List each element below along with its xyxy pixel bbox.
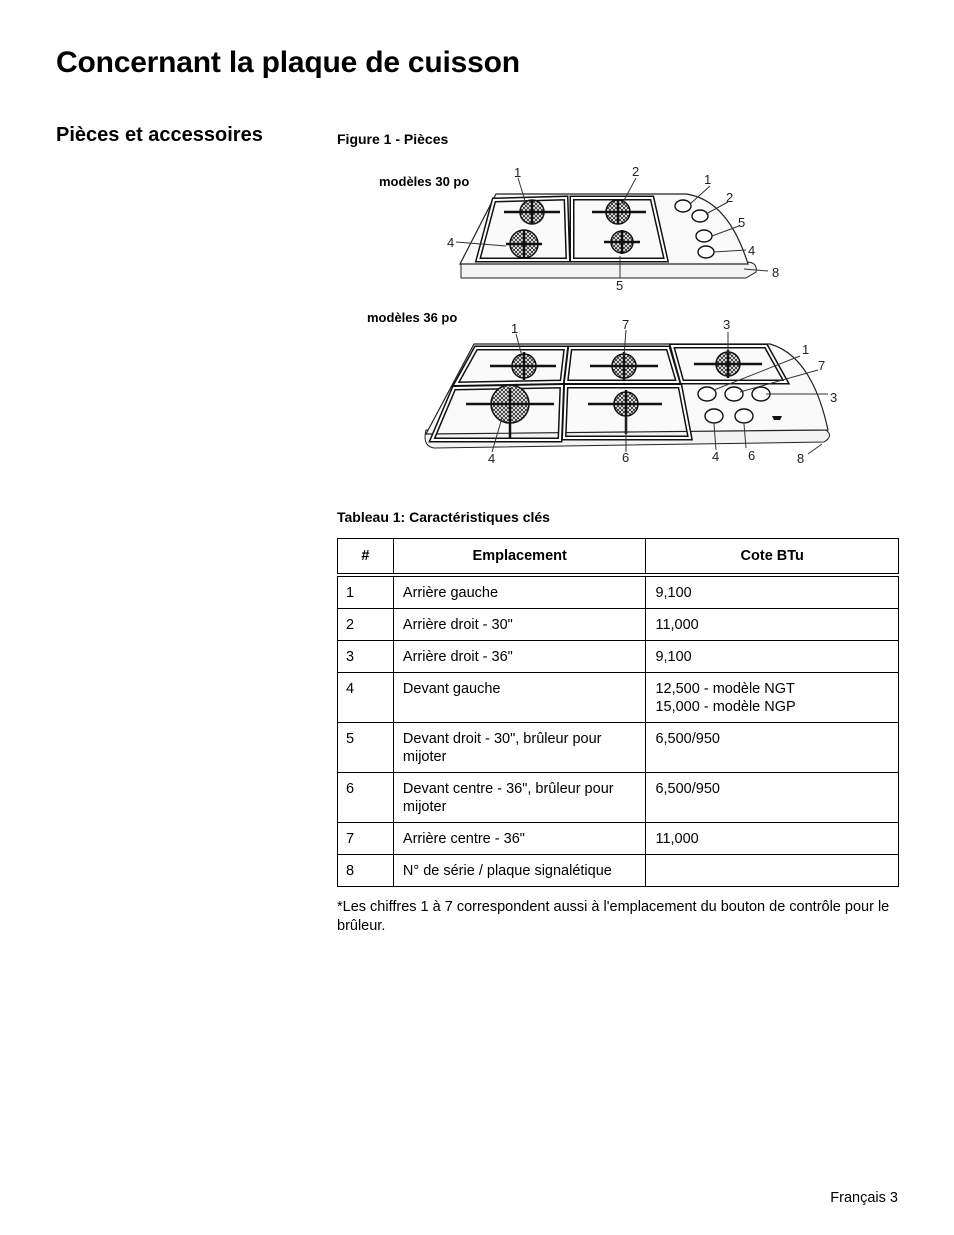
btu-ngp: 15,000 - modèle NGP bbox=[655, 698, 796, 715]
table-row bbox=[338, 822, 899, 854]
svg-text:4: 4 bbox=[447, 235, 455, 250]
section-title: Pièces et accessoires bbox=[56, 124, 263, 146]
svg-text:7: 7 bbox=[818, 358, 826, 373]
cooktop-30-drawing bbox=[460, 194, 756, 278]
svg-text:7: 7 bbox=[622, 317, 630, 332]
row-btu bbox=[646, 854, 899, 886]
svg-text:1: 1 bbox=[514, 165, 522, 180]
svg-text:6: 6 bbox=[748, 448, 756, 463]
btu-ngt: 12,500 - modèle NGT bbox=[655, 680, 795, 697]
table-row bbox=[338, 640, 899, 672]
row-number: 7 bbox=[338, 822, 394, 854]
table-caption: Tableau 1: Caractéristiques clés bbox=[337, 509, 550, 525]
footnote: *Les chiffres 1 à 7 correspondent aussi à l'emplacement du bouton de contrôle pour le brûleur. bbox=[337, 899, 890, 934]
row-location: Arrière droit - 30" bbox=[393, 608, 646, 640]
table-row bbox=[338, 608, 899, 640]
cooktop-36-drawing bbox=[425, 344, 830, 448]
row-number: 4 bbox=[338, 672, 394, 722]
row-location: Devant centre - 36", brûleur pour mijoter bbox=[393, 772, 646, 822]
row-btu: 6,500/950 bbox=[646, 772, 899, 822]
svg-text:5: 5 bbox=[738, 215, 746, 230]
svg-text:1: 1 bbox=[511, 321, 519, 336]
svg-text:5: 5 bbox=[616, 278, 624, 293]
label-30-models: modèles 30 po bbox=[379, 174, 470, 189]
row-number: 1 bbox=[338, 575, 394, 609]
table-row bbox=[338, 854, 899, 886]
table-row bbox=[338, 672, 899, 722]
svg-text:4: 4 bbox=[488, 451, 496, 466]
svg-text:1: 1 bbox=[802, 342, 810, 357]
svg-text:8: 8 bbox=[772, 265, 780, 280]
row-location: Arrière centre - 36" bbox=[393, 822, 646, 854]
row-location: Arrière droit - 36" bbox=[393, 640, 646, 672]
row-location: Devant gauche bbox=[393, 672, 646, 722]
svg-text:4: 4 bbox=[748, 243, 756, 258]
row-number: 2 bbox=[338, 608, 394, 640]
row-btu: 11,000 bbox=[646, 822, 899, 854]
row-number: 5 bbox=[338, 722, 394, 772]
row-btu: 9,100 bbox=[646, 640, 899, 672]
row-btu bbox=[646, 672, 899, 722]
svg-text:8: 8 bbox=[797, 451, 805, 466]
label-36-models: modèles 36 po bbox=[367, 310, 458, 325]
page-title: Concernant la plaque de cuisson bbox=[56, 46, 520, 79]
row-number: 3 bbox=[338, 640, 394, 672]
table-row bbox=[338, 575, 899, 609]
figure-caption: Figure 1 - Pièces bbox=[337, 131, 449, 147]
svg-text:1: 1 bbox=[704, 172, 712, 187]
row-btu: 6,500/950 bbox=[646, 722, 899, 772]
svg-text:6: 6 bbox=[622, 450, 630, 465]
header-number: # bbox=[338, 539, 394, 575]
header-btu: Cote BTu bbox=[646, 539, 899, 575]
page-number: Français 3 bbox=[830, 1190, 898, 1206]
table-row bbox=[338, 772, 899, 822]
row-btu: 9,100 bbox=[646, 575, 899, 609]
table-header-row bbox=[338, 539, 899, 575]
svg-text:2: 2 bbox=[632, 164, 640, 179]
header-location: Emplacement bbox=[393, 539, 646, 575]
svg-text:2: 2 bbox=[726, 190, 734, 205]
table-row bbox=[338, 722, 899, 772]
row-location: Devant droit - 30", brûleur pour mijoter bbox=[393, 722, 646, 772]
svg-text:3: 3 bbox=[830, 390, 838, 405]
row-location: Arrière gauche bbox=[393, 575, 646, 609]
cooktop-parts-diagram bbox=[356, 160, 876, 478]
svg-text:4: 4 bbox=[712, 449, 720, 464]
key-features-table bbox=[337, 538, 899, 887]
row-number: 8 bbox=[338, 854, 394, 886]
row-location: N° de série / plaque signalétique bbox=[393, 854, 646, 886]
svg-text:3: 3 bbox=[723, 317, 731, 332]
row-btu: 11,000 bbox=[646, 608, 899, 640]
row-number: 6 bbox=[338, 772, 394, 822]
